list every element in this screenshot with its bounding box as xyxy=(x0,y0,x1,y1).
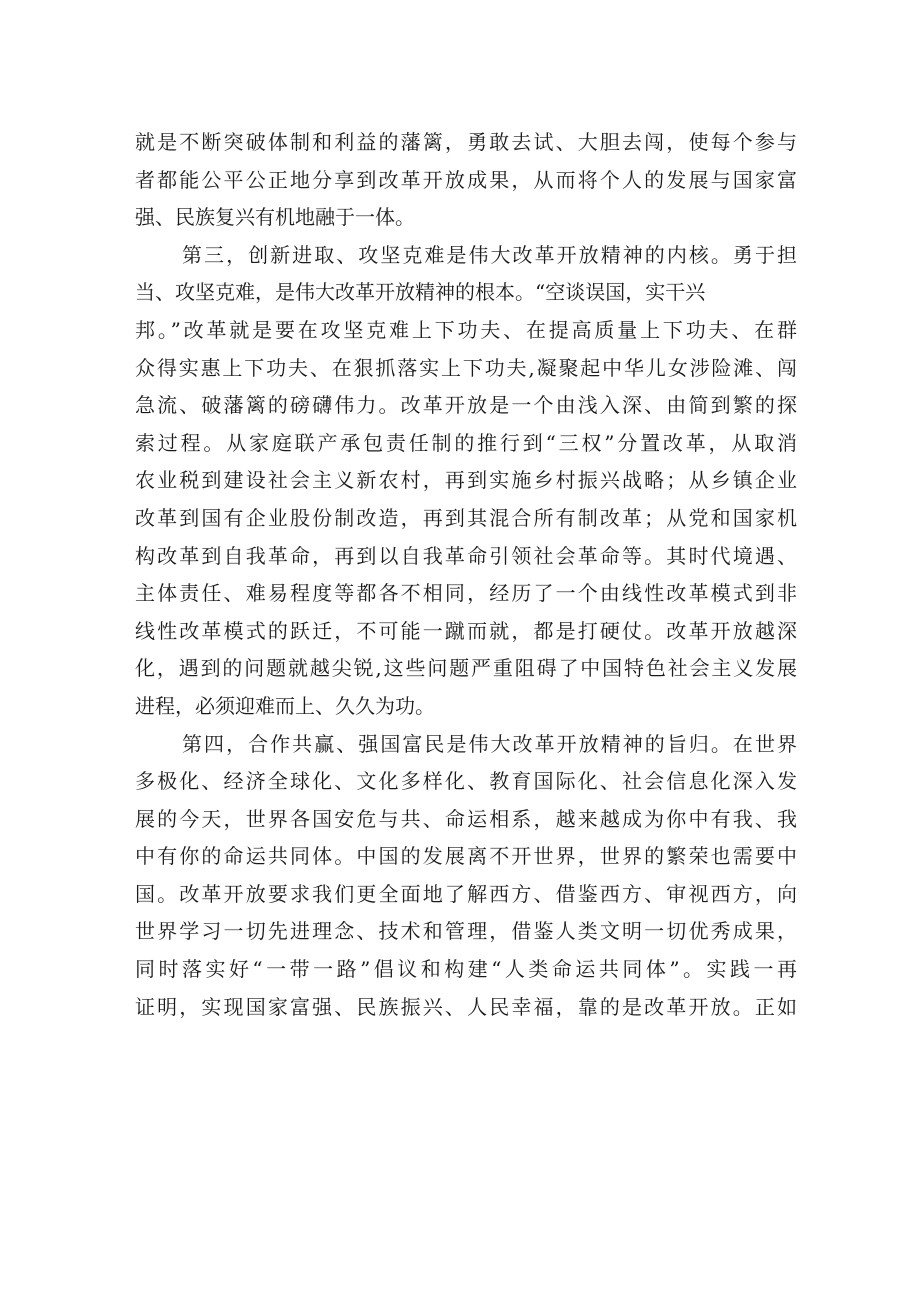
paragraph-fourth xyxy=(135,726,797,1027)
text-line: 强、民族复兴有机地融于一体。 xyxy=(135,205,415,230)
text-line: 证明，实现国家富强、民族振兴、人民幸福，靠的是改革开放。正如 xyxy=(135,994,797,1019)
text-line: 索过程。从家庭联产承包责任制的推行到“三权”分置改革，从取消 xyxy=(135,430,797,455)
text-line: 进程，必须迎难而上、久久为功。 xyxy=(135,693,435,718)
text-line: 改革到国有企业股份制改造，再到其混合所有制改革；从党和国家机 xyxy=(135,505,797,530)
paragraph-third xyxy=(135,237,797,726)
text-line: 构改革到自我革命，再到以自我革命引领社会革命等。其时代境遇、 xyxy=(135,543,797,568)
text-line: 主体责任、难易程度等都各不相同，经历了一个由线性改革模式到非 xyxy=(135,581,797,606)
text-line: 多极化、经济全球化、文化多样化、教育国际化、社会信息化深入发 xyxy=(135,769,797,794)
text-line: 者都能公平公正地分享到改革开放成果，从而将个人的发展与国家富 xyxy=(135,167,797,192)
paragraph-continued xyxy=(135,124,797,237)
text-line: 众得实惠上下功夫、在狠抓落实上下功夫,凝聚起中华儿女涉险滩、闯 xyxy=(135,355,797,380)
text-line: 中有你的命运共同体。中国的发展离不开世界，世界的繁荣也需要中 xyxy=(135,844,797,869)
text-line: 第三，创新进取、攻坚克难是伟大改革开放精神的内核。勇于担 xyxy=(182,242,797,267)
text-line: 邦。”改革就是要在攻坚克难上下功夫、在提高质量上下功夫、在群 xyxy=(135,317,797,342)
text-line: 第四，合作共赢、强国富民是伟大改革开放精神的旨归。在世界 xyxy=(182,731,797,756)
text-line: 国。改革开放要求我们更全面地了解西方、借鉴西方、审视西方，向 xyxy=(135,881,797,906)
document-page xyxy=(135,124,797,1026)
text-line: 线性改革模式的跃迁，不可能一蹴而就，都是打硬仗。改革开放越深 xyxy=(135,618,797,643)
text-line: 急流、破藩篱的磅礴伟力。改革开放是一个由浅入深、由简到繁的探 xyxy=(135,393,797,418)
text-line: 就是不断突破体制和利益的藩篱，勇敢去试、大胆去闯，使每个参与 xyxy=(135,130,797,154)
text-line: 化，遇到的问题就越尖锐,这些问题严重阻碍了中国特色社会主义发展 xyxy=(135,656,797,681)
text-line: 世界学习一切先进理念、技术和管理，借鉴人类文明一切优秀成果， xyxy=(135,919,797,944)
text-line: 展的今天，世界各国安危与共、命运相系，越来越成为你中有我、我 xyxy=(135,806,797,831)
text-line: 农业税到建设社会主义新农村，再到实施乡村振兴战略；从乡镇企业 xyxy=(135,468,797,493)
text-line: 同时落实好“一带一路”倡议和构建“人类命运共同体”。实践一再 xyxy=(135,957,797,982)
text-line: 当、攻坚克难，是伟大改革开放精神的根本。“空谈误国，实干兴 xyxy=(135,280,706,305)
